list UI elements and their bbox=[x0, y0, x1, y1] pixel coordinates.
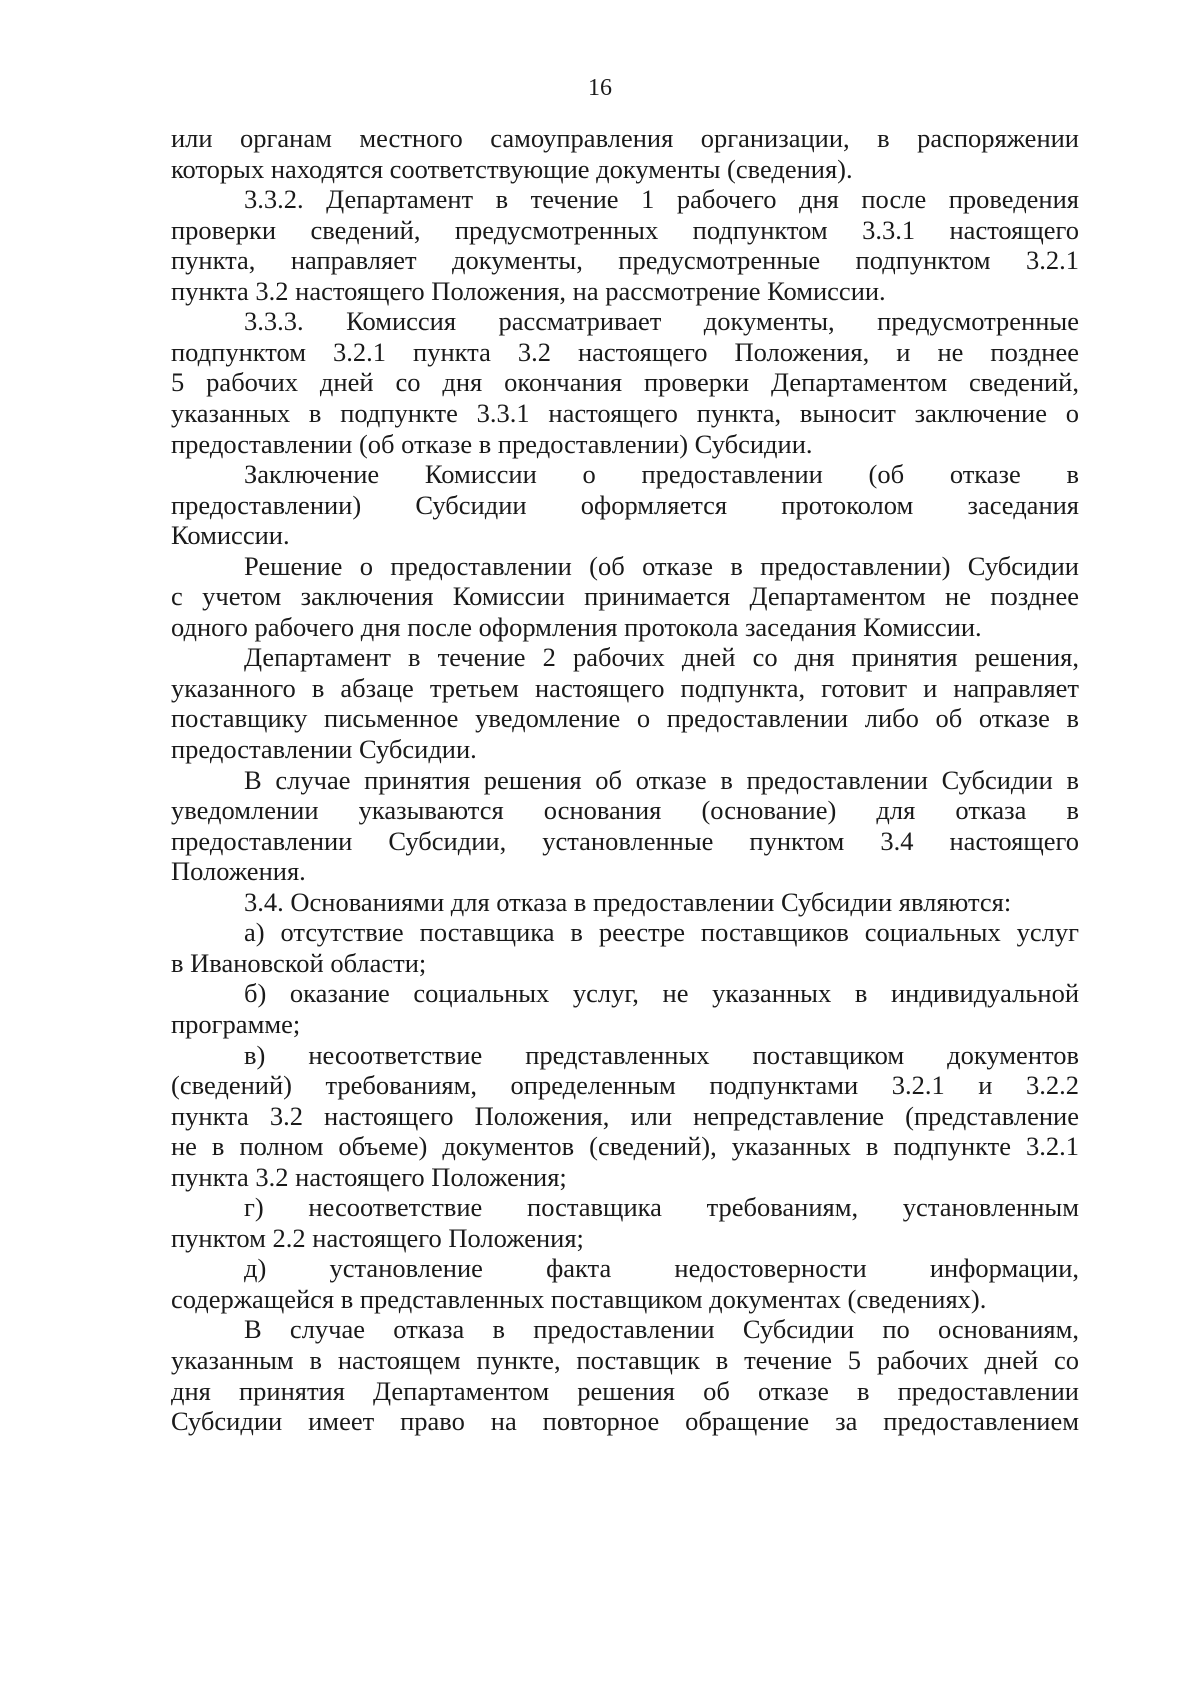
text-line: пункта 3.2 настоящего Положения; bbox=[171, 1161, 567, 1192]
text-line: Комиссии. bbox=[171, 520, 290, 551]
text-line: которых находятся соответствующие документы (сведения). bbox=[171, 153, 853, 184]
text-line: содержащейся в представленных поставщиком документах (сведениях). bbox=[171, 1283, 987, 1314]
text-line: пунктом 2.2 настоящего Положения; bbox=[171, 1222, 584, 1253]
text-line: указанных в подпункте 3.3.1 настоящего пункта, выносит заключение о bbox=[171, 397, 1079, 428]
text-line: 5 рабочих дней со дня окончания проверки Департаментом сведений, bbox=[171, 367, 1079, 398]
text-line: проверки сведений, предусмотренных подпунктом 3.3.1 настоящего bbox=[171, 214, 1079, 245]
text-line: указанным в настоящем пункте, поставщик в течение 5 рабочих дней со bbox=[171, 1345, 1079, 1375]
page-number: 16 bbox=[588, 75, 612, 101]
text-line: Департамент в течение 2 рабочих дней со дня принятия решения, bbox=[244, 642, 1079, 673]
text-line: В случае принятия решения об отказе в предоставлении Субсидии в bbox=[244, 764, 1079, 795]
text-line: 3.3.3. Комиссия рассматривает документы, предусмотренные bbox=[244, 306, 1079, 337]
text-line: пункта 3.2 настоящего Положения, на рассмотрение Комиссии. bbox=[171, 275, 886, 306]
text-line: одного рабочего дня после оформления протокола заседания Комиссии. bbox=[171, 611, 982, 642]
text-line: предоставлении (об отказе в предоставлении) Субсидии. bbox=[171, 428, 813, 459]
text-line: поставщику письменное уведомление о предоставлении либо об отказе в bbox=[171, 703, 1079, 734]
text-line: уведомлении указываются основания (основание) для отказа в bbox=[171, 795, 1079, 826]
text-line: (сведений) требованиям, определенным подпунктами 3.2.1 и 3.2.2 bbox=[171, 1070, 1079, 1101]
text-line: программе; bbox=[171, 1008, 301, 1039]
text-line: В случае отказа в предоставлении Субсидии по основаниям, bbox=[244, 1314, 1079, 1345]
text-line: 3.4. Основаниями для отказа в предоставлении Субсидии являются: bbox=[244, 886, 1012, 917]
text-line: Положения. bbox=[171, 856, 306, 887]
text-line: предоставлении) Субсидии оформляется протоколом заседания bbox=[171, 489, 1079, 520]
text-line: дня принятия Департаментом решения об отказе в предоставлении bbox=[171, 1375, 1079, 1406]
text-line: предоставлении Субсидии. bbox=[171, 734, 477, 764]
text-line: д) установление факта недостоверности информации, bbox=[244, 1253, 1079, 1284]
text-line: б) оказание социальных услуг, не указанных в индивидуальной bbox=[244, 978, 1079, 1009]
text-line: не в полном объеме) документов (сведений), указанных в подпункте 3.2.1 bbox=[171, 1131, 1079, 1162]
text-line: предоставлении Субсидии, установленные пунктом 3.4 настоящего bbox=[171, 825, 1079, 856]
text-line: в Ивановской области; bbox=[171, 947, 427, 978]
text-line: пункта, направляет документы, предусмотренные подпунктом 3.2.1 bbox=[171, 245, 1079, 276]
text-line: подпунктом 3.2.1 пункта 3.2 настоящего Положения, и не позднее bbox=[171, 336, 1079, 367]
text-line: Заключение Комиссии о предоставлении (об отказе в bbox=[244, 459, 1079, 490]
text-line: с учетом заключения Комиссии принимается Департаментом не позднее bbox=[171, 581, 1079, 612]
text-line: г) несоответствие поставщика требованиям, установленным bbox=[244, 1192, 1079, 1223]
text-line: или органам местного самоуправления организации, в распоряжении bbox=[171, 123, 1079, 153]
text-line: пункта 3.2 настоящего Положения, или непредставление (представление bbox=[171, 1100, 1079, 1131]
text-line: в) несоответствие представленных поставщиком документов bbox=[244, 1039, 1079, 1070]
text-line: а) отсутствие поставщика в реестре поставщиков социальных услуг bbox=[244, 917, 1079, 948]
text-line: 3.3.2. Департамент в течение 1 рабочего дня после проведения bbox=[244, 184, 1079, 215]
text-line: Субсидии имеет право на повторное обращение за предоставлением bbox=[171, 1406, 1079, 1437]
text-line: указанного в абзаце третьем настоящего подпункта, готовит и направляет bbox=[171, 672, 1079, 703]
text-line: Решение о предоставлении (об отказе в предоставлении) Субсидии bbox=[244, 550, 1079, 581]
